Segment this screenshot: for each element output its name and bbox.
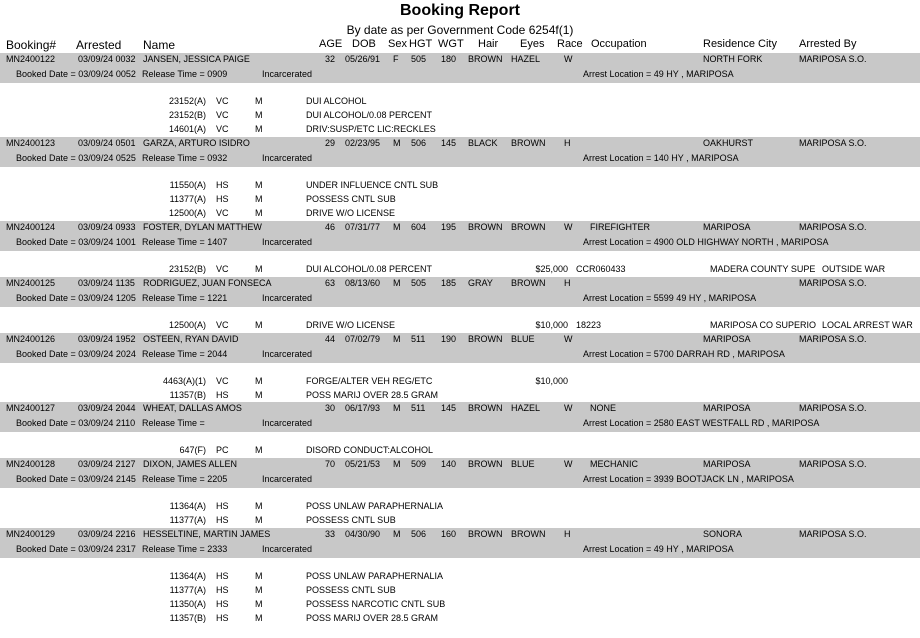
col-header-hgt: HGT: [409, 38, 433, 50]
charge-level: M: [255, 264, 263, 274]
person-eyes: BROWN: [511, 278, 546, 288]
person-hair: BROWN: [468, 54, 503, 64]
person-name: OSTEEN, RYAN DAVID: [143, 334, 239, 344]
arrest-location: Arrest Location = 5599 49 HY , MARIPOSA: [583, 293, 757, 303]
person-dob: 07/02/79: [345, 334, 381, 344]
arrested-datetime: 03/09/24 0933: [78, 222, 136, 232]
person-dob: 06/17/93: [345, 403, 381, 413]
charge-code: 23152(B): [168, 264, 206, 274]
col-header-hair: Hair: [478, 38, 499, 50]
person-race: W: [564, 334, 573, 344]
charge-type: HS: [216, 613, 229, 623]
charge-level: M: [255, 599, 263, 609]
charge-level: M: [255, 180, 263, 190]
charge-code: 23152(B): [168, 110, 206, 120]
person-age: 33: [324, 529, 335, 539]
col-header-name: Name: [143, 38, 176, 52]
booking-number: MN2400129: [6, 529, 56, 539]
charge-code: 11357(B): [169, 613, 206, 623]
charge-type: VC: [216, 208, 229, 218]
charge-type: HS: [216, 599, 229, 609]
charge-code: 11377(A): [169, 194, 206, 204]
col-header-booking: Booking#: [6, 38, 57, 52]
person-hair: BROWN: [468, 459, 503, 469]
person-age: 63: [324, 278, 335, 288]
arrest-location: Arrest Location = 5700 DARRAH RD , MARIPOSA: [583, 349, 785, 359]
charge-level: M: [255, 501, 263, 511]
person-name: DIXON, JAMES ALLEN: [143, 459, 238, 469]
person-sex: M: [393, 278, 401, 288]
person-height: 505: [411, 278, 427, 288]
charge-type: HS: [216, 194, 229, 204]
person-eyes: HAZEL: [511, 403, 541, 413]
person-race: W: [564, 459, 573, 469]
person-eyes: BLUE: [511, 334, 535, 344]
person-eyes: BROWN: [511, 138, 546, 148]
person-height: 509: [411, 459, 427, 469]
charge-level: M: [255, 585, 263, 595]
person-dob: 08/13/60: [345, 278, 381, 288]
charge-description: DRIVE W/O LICENSE: [306, 208, 396, 218]
residence-city: OAKHURST: [703, 138, 754, 148]
charge-description: POSSESS CNTL SUB: [306, 515, 396, 525]
person-age: 44: [324, 334, 335, 344]
col-header-sex: Sex: [388, 38, 407, 50]
charge-description: POSS MARIJ OVER 28.5 GRAM: [306, 390, 439, 400]
booking-header-band: [0, 528, 920, 558]
booked-date: Booked Date = 03/09/24 1001: [16, 237, 136, 247]
arresting-agency: MARIPOSA S.O.: [799, 54, 867, 64]
person-race: H: [564, 529, 571, 539]
person-hair: BLACK: [468, 138, 498, 148]
charge-case-number: CCR060433: [576, 264, 626, 274]
release-time: Release Time = 1221: [142, 293, 228, 303]
arresting-agency: MARIPOSA S.O.: [799, 278, 867, 288]
col-header-wgt: WGT: [438, 38, 464, 50]
charge-type: HS: [216, 501, 229, 511]
charge-warrant-agency: OUTSIDE WAR: [822, 264, 886, 274]
booking-number: MN2400123: [6, 138, 56, 148]
person-eyes: BROWN: [511, 529, 546, 539]
person-weight: 140: [441, 459, 457, 469]
col-header-occupation: Occupation: [591, 38, 647, 50]
person-dob: 07/31/77: [345, 222, 381, 232]
arrest-location: Arrest Location = 49 HY , MARIPOSA: [583, 69, 734, 79]
charge-code: 11357(B): [169, 390, 206, 400]
custody-status: Incarcerated: [262, 153, 313, 163]
charge-description: POSS UNLAW PARAPHERNALIA: [306, 501, 444, 511]
charge-description: DISORD CONDUCT:ALCOHOL: [306, 445, 434, 455]
person-name: JANSEN, JESSICA PAIGE: [143, 54, 250, 64]
custody-status: Incarcerated: [262, 293, 313, 303]
arresting-agency: MARIPOSA S.O.: [799, 403, 867, 413]
person-sex: M: [393, 138, 401, 148]
charge-code: 11377(A): [169, 515, 206, 525]
person-height: 511: [411, 403, 426, 413]
custody-status: Incarcerated: [262, 418, 313, 428]
col-header-arrested-by: Arrested By: [799, 38, 857, 50]
arresting-agency: MARIPOSA S.O.: [799, 529, 867, 539]
person-race: H: [564, 138, 571, 148]
charge-code: 4463(A)(1): [162, 376, 206, 386]
person-weight: 185: [441, 278, 457, 288]
charge-type: VC: [216, 96, 229, 106]
booking-number: MN2400124: [6, 222, 56, 232]
charge-type: VC: [216, 124, 229, 134]
charge-code: 14601(A): [168, 124, 206, 134]
person-name: RODRIGUEZ, JUAN FONSECA: [143, 278, 272, 288]
arrested-datetime: 03/09/24 2044: [78, 403, 136, 413]
person-dob: 05/26/91: [345, 54, 381, 64]
charge-type: VC: [216, 264, 229, 274]
charge-description: POSSESS CNTL SUB: [306, 585, 396, 595]
release-time: Release Time =: [142, 418, 205, 428]
booking-header-band: [0, 277, 920, 307]
charge-type: HS: [216, 515, 229, 525]
arrested-datetime: 03/09/24 0501: [78, 138, 136, 148]
custody-status: Incarcerated: [262, 474, 313, 484]
person-hair: BROWN: [468, 334, 503, 344]
charge-description: DRIV:SUSP/ETC LIC:RECKLES: [306, 124, 436, 134]
person-sex: M: [393, 334, 401, 344]
charge-type: HS: [216, 180, 229, 190]
charge-type: VC: [216, 320, 229, 330]
charge-level: M: [255, 571, 263, 581]
charge-warrant-agency: LOCAL ARREST WAR: [822, 320, 913, 330]
charge-description: FORGE/ALTER VEH REG/ETC: [306, 376, 433, 386]
charge-case-number: 18223: [576, 320, 602, 330]
col-header-age: AGE: [319, 38, 343, 50]
charge-court: MARIPOSA CO SUPERIO: [710, 320, 817, 330]
arrested-datetime: 03/09/24 2216: [78, 529, 136, 539]
charge-level: M: [255, 320, 263, 330]
person-race: H: [564, 278, 571, 288]
residence-city: MARIPOSA: [703, 459, 751, 469]
booked-date: Booked Date = 03/09/24 2145: [16, 474, 136, 484]
arrested-datetime: 03/09/24 1135: [78, 278, 135, 288]
arrest-location: Arrest Location = 4900 OLD HIGHWAY NORTH , MARIPOSA: [583, 237, 829, 247]
charge-code: 23152(A): [168, 96, 206, 106]
person-race: W: [564, 222, 573, 232]
person-sex: M: [393, 222, 401, 232]
arresting-agency: MARIPOSA S.O.: [799, 334, 867, 344]
col-header-residence: Residence City: [703, 38, 777, 50]
charge-code: 11364(A): [169, 501, 206, 511]
arrest-location: Arrest Location = 2580 EAST WESTFALL RD , MARIPOSA: [583, 418, 820, 428]
col-header-arrested: Arrested: [76, 38, 122, 52]
person-hair: GRAY: [468, 278, 493, 288]
person-occupation: MECHANIC: [590, 459, 639, 469]
person-dob: 02/23/95: [345, 138, 381, 148]
charge-description: DRIVE W/O LICENSE: [306, 320, 396, 330]
booking-number: MN2400128: [6, 459, 56, 469]
person-eyes: BROWN: [511, 222, 546, 232]
person-sex: M: [393, 403, 401, 413]
charge-type: HS: [216, 571, 229, 581]
charge-level: M: [255, 208, 263, 218]
residence-city: MARIPOSA: [703, 222, 751, 232]
booked-date: Booked Date = 03/09/24 2317: [16, 544, 136, 554]
charge-description: DUI ALCOHOL/0.08 PERCENT: [306, 264, 433, 274]
person-dob: 05/21/53: [345, 459, 381, 469]
charge-level: M: [255, 445, 263, 455]
charge-bail: $10,000: [535, 376, 568, 386]
person-name: FOSTER, DYLAN MATTHEW: [143, 222, 262, 232]
col-header-dob: DOB: [352, 38, 376, 50]
booking-header-band: [0, 137, 920, 167]
charge-code: 11350(A): [169, 599, 206, 609]
person-occupation: FIREFIGHTER: [590, 222, 650, 232]
arrested-datetime: 03/09/24 2127: [78, 459, 136, 469]
person-height: 506: [411, 529, 427, 539]
charge-type: PC: [216, 445, 229, 455]
person-age: 29: [324, 138, 335, 148]
residence-city: NORTH FORK: [703, 54, 763, 64]
charge-code: 11550(A): [169, 180, 206, 190]
release-time: Release Time = 2044: [142, 349, 228, 359]
person-height: 511: [411, 334, 426, 344]
custody-status: Incarcerated: [262, 544, 313, 554]
arrest-location: Arrest Location = 49 HY , MARIPOSA: [583, 544, 734, 554]
charge-level: M: [255, 515, 263, 525]
person-height: 604: [411, 222, 427, 232]
charge-bail: $25,000: [535, 264, 568, 274]
release-time: Release Time = 0909: [142, 69, 228, 79]
charge-description: POSSESS CNTL SUB: [306, 194, 396, 204]
charge-description: POSS UNLAW PARAPHERNALIA: [306, 571, 444, 581]
person-eyes: BLUE: [511, 459, 535, 469]
arresting-agency: MARIPOSA S.O.: [799, 222, 867, 232]
charge-description: DUI ALCOHOL/0.08 PERCENT: [306, 110, 433, 120]
person-age: 70: [324, 459, 335, 469]
person-name: GARZA, ARTURO ISIDRO: [143, 138, 250, 148]
charge-code: 12500(A): [168, 320, 206, 330]
person-weight: 160: [441, 529, 457, 539]
arresting-agency: MARIPOSA S.O.: [799, 459, 867, 469]
booking-number: MN2400126: [6, 334, 56, 344]
residence-city: MARIPOSA: [703, 334, 751, 344]
charge-code: 11377(A): [169, 585, 206, 595]
charge-level: M: [255, 124, 263, 134]
booking-number: MN2400127: [6, 403, 56, 413]
charge-description: DUI ALCOHOL: [306, 96, 367, 106]
booked-date: Booked Date = 03/09/24 0052: [16, 69, 136, 79]
charge-type: HS: [216, 390, 229, 400]
person-name: HESSELTINE, MARTIN JAMES: [143, 529, 271, 539]
person-race: W: [564, 403, 573, 413]
charge-type: HS: [216, 585, 229, 595]
charge-code: 12500(A): [168, 208, 206, 218]
person-race: W: [564, 54, 573, 64]
residence-city: MARIPOSA: [703, 403, 751, 413]
booked-date: Booked Date = 03/09/24 0525: [16, 153, 136, 163]
release-time: Release Time = 0932: [142, 153, 228, 163]
release-time: Release Time = 2205: [142, 474, 228, 484]
custody-status: Incarcerated: [262, 69, 313, 79]
person-occupation: NONE: [590, 403, 617, 413]
charge-level: M: [255, 390, 263, 400]
charge-description: UNDER INFLUENCE CNTL SUB: [306, 180, 439, 190]
arrested-datetime: 03/09/24 1952: [78, 334, 136, 344]
person-weight: 180: [441, 54, 457, 64]
booked-date: Booked Date = 03/09/24 2110: [16, 418, 136, 428]
person-weight: 145: [441, 138, 457, 148]
charge-level: M: [255, 96, 263, 106]
arrested-datetime: 03/09/24 0032: [78, 54, 136, 64]
charge-type: VC: [216, 376, 229, 386]
person-weight: 145: [441, 403, 457, 413]
person-height: 506: [411, 138, 427, 148]
person-height: 505: [411, 54, 427, 64]
arrest-location: Arrest Location = 3939 BOOTJACK LN , MARIPOSA: [583, 474, 794, 484]
charge-level: M: [255, 194, 263, 204]
person-weight: 195: [441, 222, 457, 232]
person-hair: BROWN: [468, 529, 503, 539]
residence-city: SONORA: [703, 529, 743, 539]
person-sex: M: [393, 529, 401, 539]
page-subtitle: By date as per Government Code 6254f(1): [346, 23, 574, 37]
custody-status: Incarcerated: [262, 237, 313, 247]
col-header-eyes: Eyes: [520, 38, 545, 50]
person-dob: 04/30/90: [345, 529, 381, 539]
custody-status: Incarcerated: [262, 349, 313, 359]
person-sex: M: [393, 459, 401, 469]
charge-bail: $10,000: [535, 320, 568, 330]
col-header-race: Race: [557, 38, 583, 50]
booked-date: Booked Date = 03/09/24 1205: [16, 293, 136, 303]
page-title: Booking Report: [400, 2, 520, 19]
charge-type: VC: [216, 110, 229, 120]
booked-date: Booked Date = 03/09/24 2024: [16, 349, 136, 359]
arrest-location: Arrest Location = 140 HY , MARIPOSA: [583, 153, 739, 163]
person-sex: F: [393, 54, 399, 64]
person-hair: BROWN: [468, 222, 503, 232]
person-age: 30: [324, 403, 335, 413]
release-time: Release Time = 1407: [142, 237, 228, 247]
booking-header-band: [0, 53, 920, 83]
person-eyes: HAZEL: [511, 54, 541, 64]
charge-level: M: [255, 613, 263, 623]
arresting-agency: MARIPOSA S.O.: [799, 138, 867, 148]
person-age: 46: [324, 222, 335, 232]
charge-code: 647(F): [179, 445, 206, 455]
person-name: WHEAT, DALLAS AMOS: [143, 403, 242, 413]
release-time: Release Time = 2333: [142, 544, 228, 554]
charge-description: POSSESS NARCOTIC CNTL SUB: [306, 599, 446, 609]
charge-code: 11364(A): [169, 571, 206, 581]
person-hair: BROWN: [468, 403, 503, 413]
charge-level: M: [255, 110, 263, 120]
charge-level: M: [255, 376, 263, 386]
person-weight: 190: [441, 334, 457, 344]
booking-number: MN2400122: [6, 54, 56, 64]
charge-court: MADERA COUNTY SUPE: [710, 264, 816, 274]
person-age: 32: [324, 54, 335, 64]
booking-number: MN2400125: [6, 278, 56, 288]
charge-description: POSS MARIJ OVER 28.5 GRAM: [306, 613, 439, 623]
